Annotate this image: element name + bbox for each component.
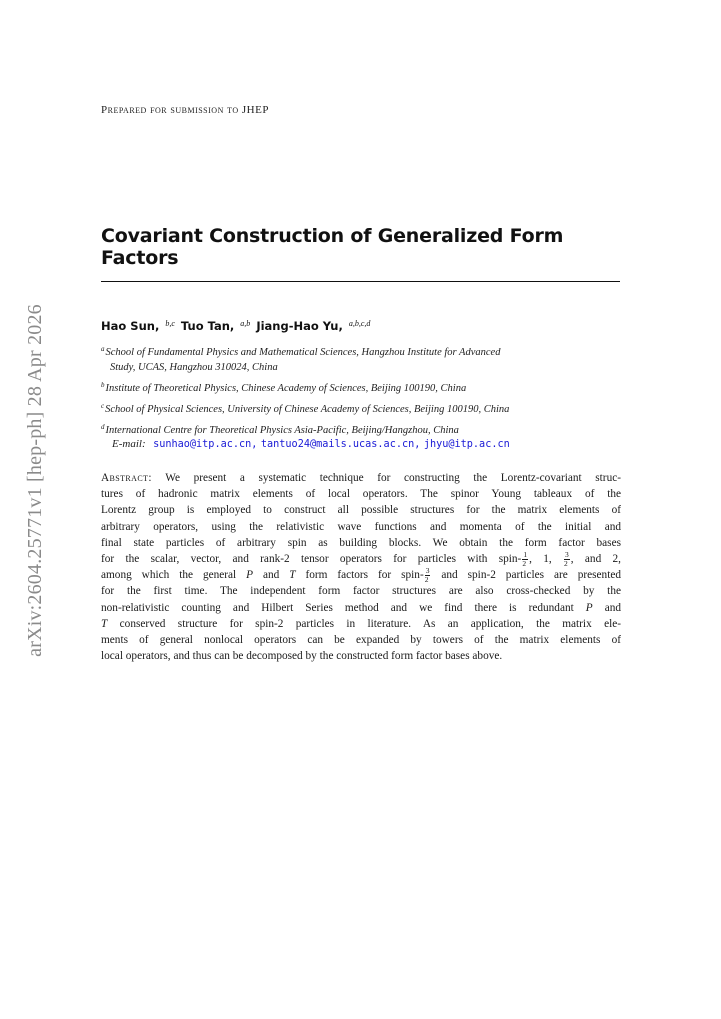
abstract-line <box>101 470 621 486</box>
abstract-text: for the scalar, vector, and rank-2 tensor operators for particles with spin- <box>101 552 522 565</box>
abstract-line: Lorentz group is employed to construct all possible structures for the matrix elements of <box>101 504 621 517</box>
title-rule <box>101 281 620 282</box>
email-label: E-mail: <box>112 438 146 450</box>
author-affiliation-mark: a,b <box>240 319 251 328</box>
author-name: Hao Sun, <box>101 319 160 333</box>
fraction-denominator: 2 <box>564 558 568 568</box>
math-symbol: P <box>585 601 593 614</box>
paper-title: Covariant Construction of Generalized Form Factors <box>101 225 564 269</box>
affiliation-mark: c <box>101 401 105 410</box>
abstract-text: and spin-2 particles are presented <box>441 569 621 582</box>
abstract-line: final state particles of arbitrary spin as building blocks. We obtain the form factor bases <box>101 536 621 549</box>
abstract-line: tures of hadronic matrix elements of local operators. The spinor Young tableaux of the <box>101 488 621 501</box>
arxiv-identifier: arXiv:2604.25771v1 [hep-ph] 28 Apr 2026 <box>23 303 46 657</box>
abstract-line: arbitrary operators, using the relativistic wave functions and momenta of the initial and <box>101 520 621 533</box>
affiliation-mark: d <box>101 423 105 432</box>
fraction-three-halves <box>564 551 570 567</box>
fraction-one-half <box>522 551 528 567</box>
affiliation-mark: b <box>101 380 105 389</box>
affiliation-text-continued: Study, UCAS, Hangzhou 310024, China <box>110 361 278 373</box>
abstract-line <box>101 600 621 616</box>
author-name: Tuo Tan, <box>180 319 235 333</box>
abstract-text: and <box>604 601 621 614</box>
author-list <box>101 319 620 333</box>
abstract-text: conserved structure for spin-2 particles in literature. As an application, the matrix ele- <box>119 617 621 630</box>
abstract-line: for the first time. The independent form factor structures are also cross-checked by the <box>101 585 621 598</box>
affiliation-text: School of Physical Sciences, University of Chinese Academy of Sciences, Beijing 100190, China <box>105 403 510 415</box>
fraction-denominator: 2 <box>522 558 527 568</box>
abstract-line <box>101 567 621 583</box>
abstract-text: and <box>262 569 280 582</box>
fraction-three-halves <box>425 567 431 583</box>
math-symbol: P <box>246 569 254 582</box>
fraction-denominator: 2 <box>424 575 429 584</box>
abstract <box>101 470 621 664</box>
email-line <box>112 437 622 450</box>
affiliation-item <box>101 399 622 418</box>
author-name: Jiang-Hao Yu, <box>256 319 343 333</box>
abstract-line <box>101 551 621 567</box>
fraction-numerator: 3 <box>565 550 569 559</box>
affiliation-list <box>101 342 622 441</box>
abstract-text: among which the general <box>101 569 237 582</box>
submission-note: Prepared for submission to JHEP <box>101 104 269 116</box>
affiliation-text: International Centre for Theoretical Physics Asia-Pacific, Beijing/Hangzhou, China <box>105 425 459 437</box>
abstract-text: form factors for spin- <box>305 569 424 582</box>
abstract-text: , 1, <box>529 552 552 565</box>
abstract-line <box>101 616 621 632</box>
fraction-numerator: 3 <box>425 567 430 576</box>
email-link[interactable]: sunhao@itp.ac.cn, <box>153 439 258 450</box>
abstract-label: Abstract: <box>101 472 152 484</box>
abstract-text: non-relativistic counting and Hilbert Series method and we find there is redundant <box>101 601 574 614</box>
affiliation-text: School of Fundamental Physics and Mathematical Sciences, Hangzhou Institute for Advanced <box>105 347 501 358</box>
abstract-line: ments of general nonlocal operators can be expanded by towers of the matrix elements of <box>101 633 621 646</box>
abstract-line: local operators, and thus can be decomposed by the constructed form factor bases above. <box>101 650 503 663</box>
affiliation-text: Institute of Theoretical Physics, Chinese Academy of Sciences, Beijing 100190, China <box>105 382 467 394</box>
email-link[interactable]: jhyu@itp.ac.cn <box>423 439 510 450</box>
math-symbol: T <box>289 569 296 582</box>
affiliation-item <box>101 420 622 439</box>
abstract-text: , and 2, <box>570 552 621 565</box>
abstract-text: We present a systematic technique for constructing the Lorentz-covariant struc- <box>165 472 621 484</box>
math-symbol: T <box>101 617 108 630</box>
affiliation-item <box>101 378 622 397</box>
email-link[interactable]: tantuo24@mails.ucas.ac.cn, <box>260 439 421 450</box>
affiliation-mark: a <box>101 345 105 353</box>
affiliation-item <box>101 342 622 375</box>
author-affiliation-mark: a,b,c,d <box>348 319 371 328</box>
author-affiliation-mark: b,c <box>165 319 175 328</box>
fraction-numerator: 1 <box>523 550 528 559</box>
arxiv-stamp <box>14 290 56 670</box>
